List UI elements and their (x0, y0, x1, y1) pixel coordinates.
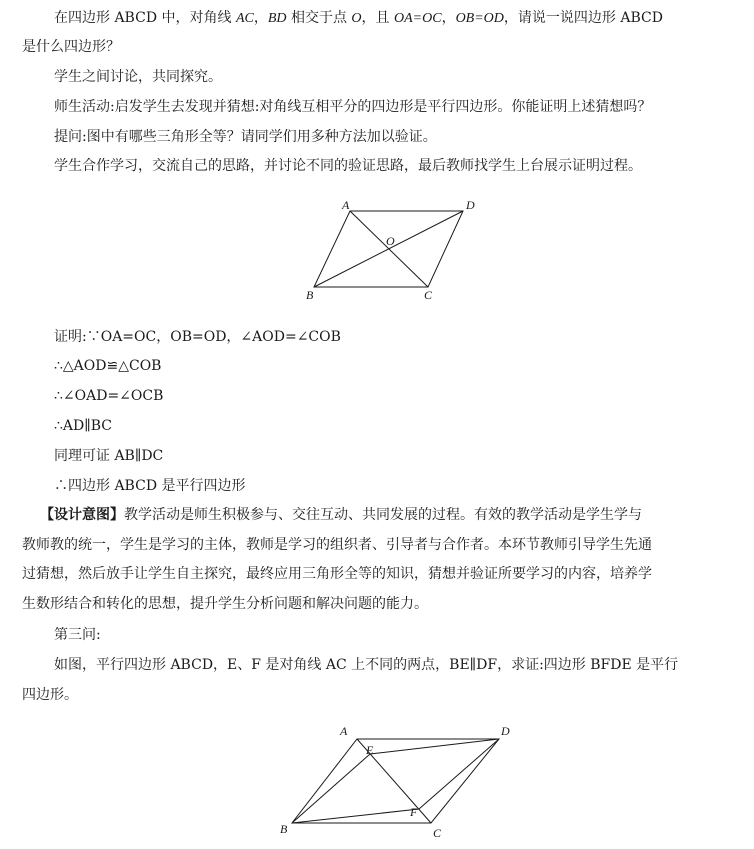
label-d: D (466, 198, 475, 212)
label-f: F (410, 805, 418, 819)
label-d-2: D (501, 724, 510, 738)
label-c: C (424, 288, 433, 302)
discuss-text: 学生之间讨论，共同探究。 (54, 69, 222, 85)
figure-parallelogram-bfde (270, 715, 530, 845)
design-intent-line2: 教师教的统一，学生是学习的主体，教师是学习的组织者、引导者与合作者。本环节教师引导学生先通 (22, 537, 652, 553)
problem3-line1: 如图，平行四边形 ABCD，E、F 是对角线 AC 上不同的两点，BE∥DF，求证:四边形 BFDE 是平行 (54, 657, 679, 673)
problem-statement-line1: 在四边形 ABCD 中，对角线 AC，BD 相交于点 O，且 OA=OC，OB=OD，请说一说四边形 ABCD (54, 10, 663, 26)
segment-ed (370, 739, 499, 754)
label-e: E (366, 743, 374, 757)
label-a: A (342, 198, 350, 212)
proof-line1: 证明:∵OA=OC，OB=OD，∠AOD=∠COB (54, 329, 341, 345)
design-intent-title: 【设计意图】 (40, 507, 124, 523)
problem3-heading: 第三问: (54, 627, 101, 643)
design-intent-line4: 生数形结合和转化的思想，提升学生分析问题和解决问题的能力。 (22, 596, 428, 612)
segment-be (292, 754, 370, 823)
problem3-line2: 四边形。 (22, 687, 78, 703)
proof-line6: ∴四边形 ABCD 是平行四边形 (54, 478, 246, 494)
figure-parallelogram-diagonals (300, 195, 490, 305)
label-a-2: A (340, 724, 348, 738)
segment-bf (292, 809, 419, 823)
label-b-2: B (280, 822, 288, 836)
problem-statement-line2: 是什么四边形？ (22, 39, 120, 55)
design-intent-line3: 过猜想，然后放手让学生自主探究，最终应用三角形全等的知识，猜想并验证所要学习的内容，培养学 (22, 566, 652, 582)
label-b: B (306, 288, 314, 302)
design-intent-line1: 【设计意图】教学活动是师生积极参与、交往互动、共同发展的过程。有效的教学活动是学生学与 (40, 507, 642, 523)
parallelogram-abcd-2 (292, 739, 499, 823)
label-c-2: C (433, 826, 442, 840)
cooperate-text: 学生合作学习，交流自己的思路，并讨论不同的验证思路，最后教师找学生上台展示证明过程。 (54, 158, 642, 174)
question-text: 提问:图中有哪些三角形全等？请同学们用多种方法加以验证。 (54, 129, 437, 145)
label-o: O (386, 234, 395, 248)
proof-line2: ∴△AOD≌△COB (54, 358, 162, 374)
teacher-activity-text: 师生活动:启发学生去发现并猜想:对角线互相平分的四边形是平行四边形。你能证明上述猜想吗？ (54, 99, 652, 115)
diagonal-bd (314, 211, 463, 287)
proof-line4: ∴AD∥BC (54, 418, 112, 434)
segment-fd (419, 739, 499, 809)
proof-line3: ∴∠OAD=∠OCB (54, 388, 164, 404)
proof-line5: 同理可证 AB∥DC (54, 448, 164, 464)
